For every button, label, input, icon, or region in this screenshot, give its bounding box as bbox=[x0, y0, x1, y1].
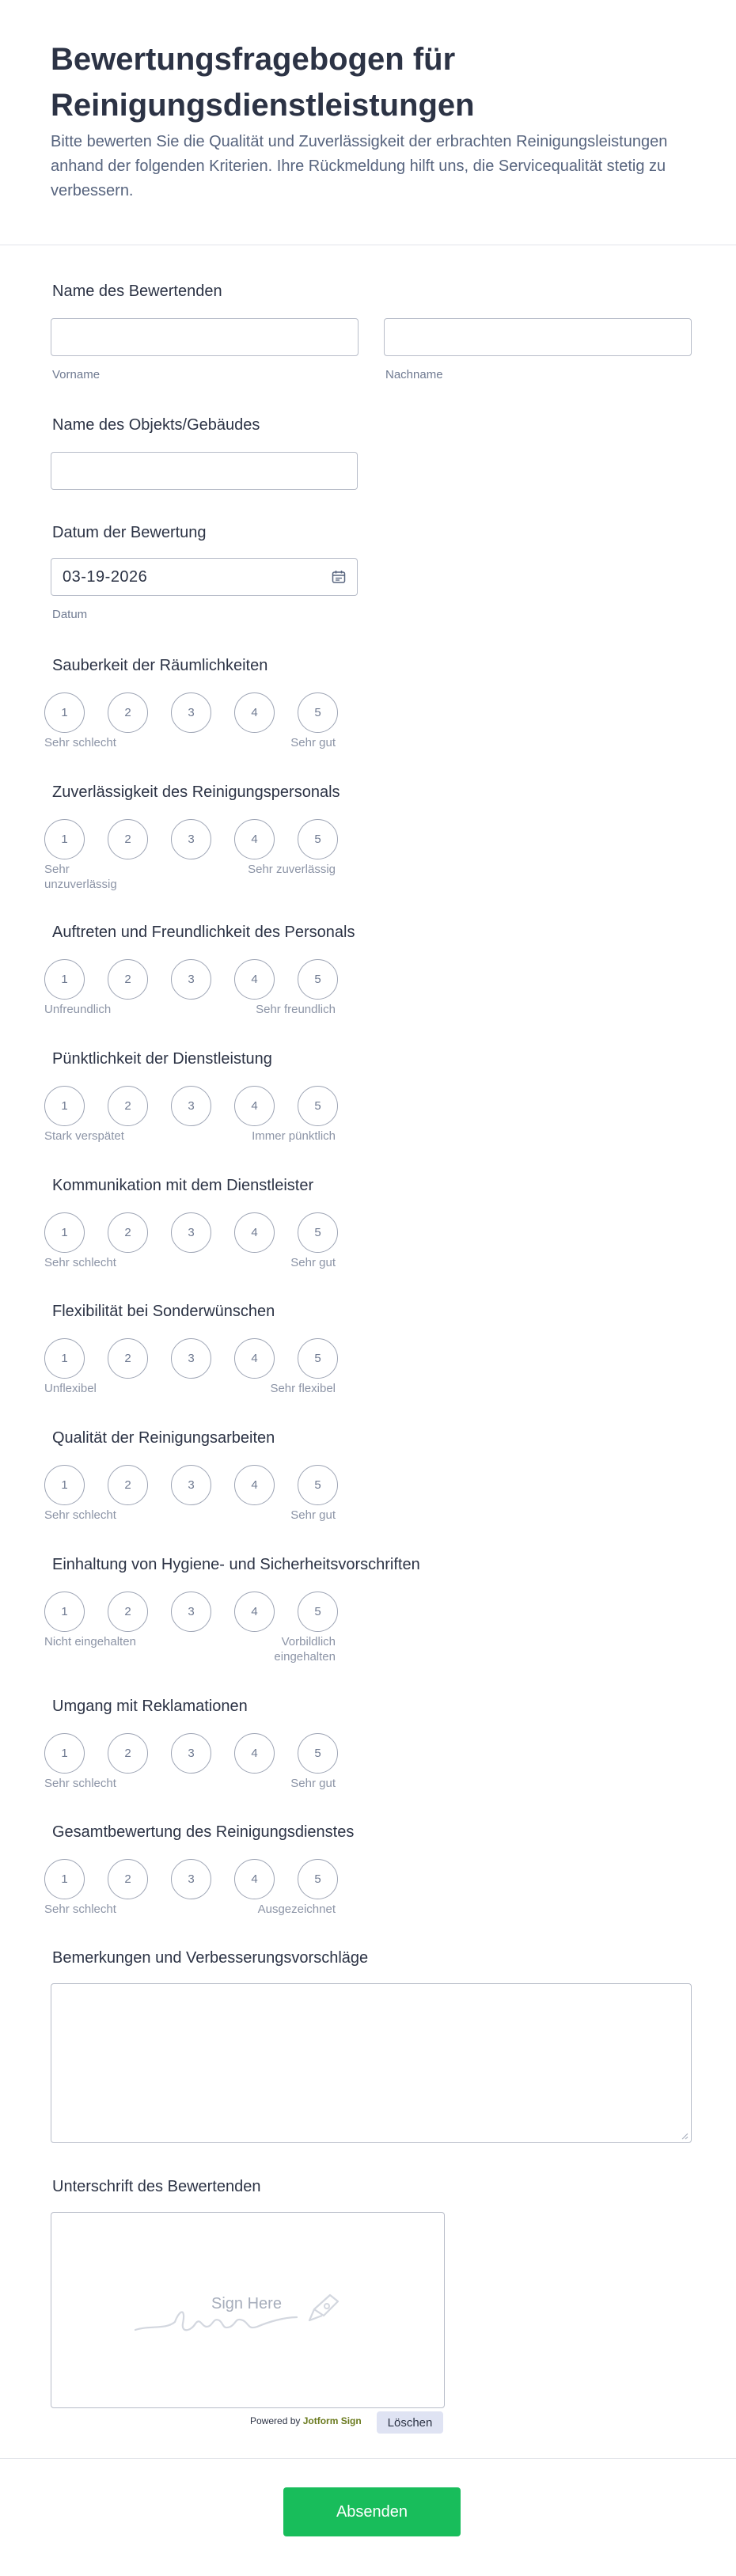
rating-option[interactable]: 5 bbox=[298, 819, 338, 859]
rating-option[interactable]: 3 bbox=[171, 959, 211, 1000]
rating-option[interactable]: 1 bbox=[44, 692, 85, 733]
rating-scale bbox=[44, 819, 345, 860]
rating-option[interactable]: 5 bbox=[298, 1859, 338, 1899]
rating-low-label: Sehr schlecht bbox=[44, 1508, 116, 1522]
rating-low-label: Sehr schlecht bbox=[44, 1903, 116, 1916]
first-name-sublabel: Vorname bbox=[52, 368, 101, 381]
date-label: Datum der Bewertung bbox=[52, 524, 207, 541]
rating-option[interactable]: 4 bbox=[234, 1086, 275, 1126]
rating-option[interactable]: 3 bbox=[171, 1733, 211, 1774]
rating-label: Qualität der Reinigungsarbeiten bbox=[52, 1429, 275, 1447]
remarks-label: Bemerkungen und Verbesserungsvorschläge bbox=[52, 1949, 369, 1967]
rating-scale bbox=[44, 1212, 345, 1254]
rating-option[interactable]: 4 bbox=[234, 1592, 275, 1632]
rating-option[interactable]: 1 bbox=[44, 1859, 85, 1899]
evaluator-name-label: Name des Bewertenden bbox=[52, 283, 222, 300]
rating-low-label: Unfreundlich bbox=[44, 1003, 112, 1016]
rating-scale bbox=[44, 1733, 345, 1774]
rating-label: Kommunikation mit dem Dienstleister bbox=[52, 1177, 314, 1194]
rating-label: Einhaltung von Hygiene- und Sicherheitsvorschriften bbox=[52, 1556, 420, 1573]
signature-pad[interactable] bbox=[51, 2212, 445, 2408]
rating-option[interactable]: 5 bbox=[298, 959, 338, 1000]
object-name-label: Name des Objekts/Gebäudes bbox=[52, 416, 260, 434]
rating-high-label: Sehr gut bbox=[290, 1256, 336, 1269]
rating-scale bbox=[44, 1086, 345, 1127]
rating-option[interactable]: 2 bbox=[108, 1859, 148, 1899]
rating-label: Auftreten und Freundlichkeit des Personals bbox=[52, 924, 355, 941]
first-name-input[interactable] bbox=[51, 318, 359, 356]
rating-high-label: Sehr freundlich bbox=[256, 1003, 336, 1016]
rating-high-label: Sehr gut bbox=[290, 1508, 336, 1522]
rating-option[interactable]: 3 bbox=[171, 819, 211, 859]
rating-high-label: Sehr gut bbox=[290, 1777, 336, 1790]
rating-label: Zuverlässigkeit des Reinigungspersonals bbox=[52, 783, 340, 801]
last-name-input[interactable] bbox=[384, 318, 692, 356]
rating-option[interactable]: 1 bbox=[44, 1338, 85, 1379]
submit-button[interactable]: Absenden bbox=[283, 2487, 461, 2536]
rating-option[interactable]: 4 bbox=[234, 1859, 275, 1899]
rating-high-label: Sehr zuverlässig bbox=[248, 863, 336, 876]
rating-option[interactable]: 1 bbox=[44, 1733, 85, 1774]
signature-label: Unterschrift des Bewertenden bbox=[52, 2178, 261, 2195]
rating-option[interactable]: 2 bbox=[108, 1465, 148, 1505]
rating-option[interactable]: 1 bbox=[44, 959, 85, 1000]
resize-grip-icon[interactable] bbox=[681, 2133, 689, 2140]
calendar-icon[interactable] bbox=[332, 570, 346, 584]
rating-scale bbox=[44, 1338, 345, 1379]
rating-low-label: Unflexibel bbox=[44, 1382, 97, 1395]
rating-high-label: Sehr gut bbox=[290, 736, 336, 749]
rating-label: Sauberkeit der Räumlichkeiten bbox=[52, 657, 268, 674]
rating-option[interactable]: 2 bbox=[108, 819, 148, 859]
powered-by bbox=[250, 2415, 362, 2426]
rating-option[interactable]: 1 bbox=[44, 1212, 85, 1253]
rating-scale bbox=[44, 692, 345, 734]
powered-prefix: Powered by bbox=[250, 2415, 301, 2426]
date-sublabel: Datum bbox=[52, 608, 88, 621]
rating-label: Umgang mit Reklamationen bbox=[52, 1698, 248, 1715]
object-name-input[interactable] bbox=[51, 452, 358, 490]
rating-option[interactable]: 3 bbox=[171, 1212, 211, 1253]
rating-option[interactable]: 4 bbox=[234, 692, 275, 733]
rating-option[interactable]: 5 bbox=[298, 1338, 338, 1379]
rating-label: Flexibilität bei Sonderwünschen bbox=[52, 1303, 275, 1320]
rating-option[interactable]: 4 bbox=[234, 959, 275, 1000]
rating-low-label: Sehr unzuverlässig bbox=[44, 863, 117, 891]
rating-scale bbox=[44, 959, 345, 1000]
rating-low-label: Stark verspätet bbox=[44, 1129, 124, 1143]
powered-brand: Jotform Sign bbox=[302, 2415, 362, 2426]
rating-option[interactable]: 2 bbox=[108, 1212, 148, 1253]
rating-option[interactable]: 3 bbox=[171, 1086, 211, 1126]
last-name-sublabel: Nachname bbox=[385, 368, 443, 381]
rating-option[interactable]: 3 bbox=[171, 1338, 211, 1379]
rating-option[interactable]: 2 bbox=[108, 1086, 148, 1126]
rating-option[interactable]: 5 bbox=[298, 1086, 338, 1126]
rating-option[interactable]: 1 bbox=[44, 1465, 85, 1505]
rating-option[interactable]: 2 bbox=[108, 1338, 148, 1379]
rating-option[interactable]: 5 bbox=[298, 1733, 338, 1774]
rating-scale bbox=[44, 1592, 345, 1633]
rating-high-label: Immer pünktlich bbox=[252, 1129, 336, 1143]
rating-option[interactable]: 2 bbox=[108, 1592, 148, 1632]
rating-low-label: Sehr schlecht bbox=[44, 1256, 116, 1269]
signature-placeholder: Sign Here bbox=[211, 2295, 282, 2312]
remarks-textarea[interactable] bbox=[51, 1983, 692, 2143]
rating-option[interactable]: 3 bbox=[171, 1465, 211, 1505]
rating-option[interactable]: 3 bbox=[171, 692, 211, 733]
rating-option[interactable]: 1 bbox=[44, 819, 85, 859]
rating-option[interactable]: 2 bbox=[108, 1733, 148, 1774]
footer-divider bbox=[0, 2458, 736, 2459]
rating-option[interactable]: 1 bbox=[44, 1086, 85, 1126]
clear-signature-button[interactable]: Löschen bbox=[377, 2411, 443, 2434]
rating-scale bbox=[44, 1465, 345, 1506]
rating-low-label: Nicht eingehalten bbox=[44, 1635, 136, 1648]
rating-option[interactable]: 3 bbox=[171, 1859, 211, 1899]
form-description: Bitte bewerten Sie die Qualität und Zuverlässigkeit der erbrachten Reinigungsleistungen anhand der folgenden Kriterien. Ihre Rückmeldung hilft uns, die Servicequalität stetig zu verbessern. bbox=[51, 133, 668, 199]
rating-option[interactable]: 5 bbox=[298, 1592, 338, 1632]
rating-label: Gesamtbewertung des Reinigungsdienstes bbox=[52, 1823, 355, 1841]
signature-squiggle-icon bbox=[134, 2286, 363, 2341]
rating-option[interactable]: 2 bbox=[108, 959, 148, 1000]
rating-option[interactable]: 4 bbox=[234, 1465, 275, 1505]
rating-high-label: Ausgezeichnet bbox=[257, 1903, 336, 1916]
rating-option[interactable]: 3 bbox=[171, 1592, 211, 1632]
rating-option[interactable]: 1 bbox=[44, 1592, 85, 1632]
rating-low-label: Sehr schlecht bbox=[44, 736, 116, 749]
rating-option[interactable]: 5 bbox=[298, 1465, 338, 1505]
form-title: Bewertungsfragebogen für Reinigungsdienstleistungen bbox=[51, 42, 475, 123]
rating-option[interactable]: 5 bbox=[298, 692, 338, 733]
rating-high-label: Sehr flexibel bbox=[270, 1382, 336, 1395]
rating-option[interactable]: 4 bbox=[234, 1212, 275, 1253]
rating-label: Pünktlichkeit der Dienstleistung bbox=[52, 1050, 272, 1068]
rating-high-label: Vorbildlich eingehalten bbox=[274, 1635, 336, 1664]
rating-option[interactable]: 4 bbox=[234, 819, 275, 859]
date-field[interactable] bbox=[51, 558, 358, 596]
form-header bbox=[0, 0, 736, 245]
rating-option[interactable]: 5 bbox=[298, 1212, 338, 1253]
rating-low-label: Sehr schlecht bbox=[44, 1777, 116, 1790]
rating-option[interactable]: 4 bbox=[234, 1338, 275, 1379]
rating-scale bbox=[44, 1859, 345, 1900]
rating-option[interactable]: 4 bbox=[234, 1733, 275, 1774]
rating-option[interactable]: 2 bbox=[108, 692, 148, 733]
date-value[interactable]: 03-19-2026 bbox=[63, 568, 148, 586]
